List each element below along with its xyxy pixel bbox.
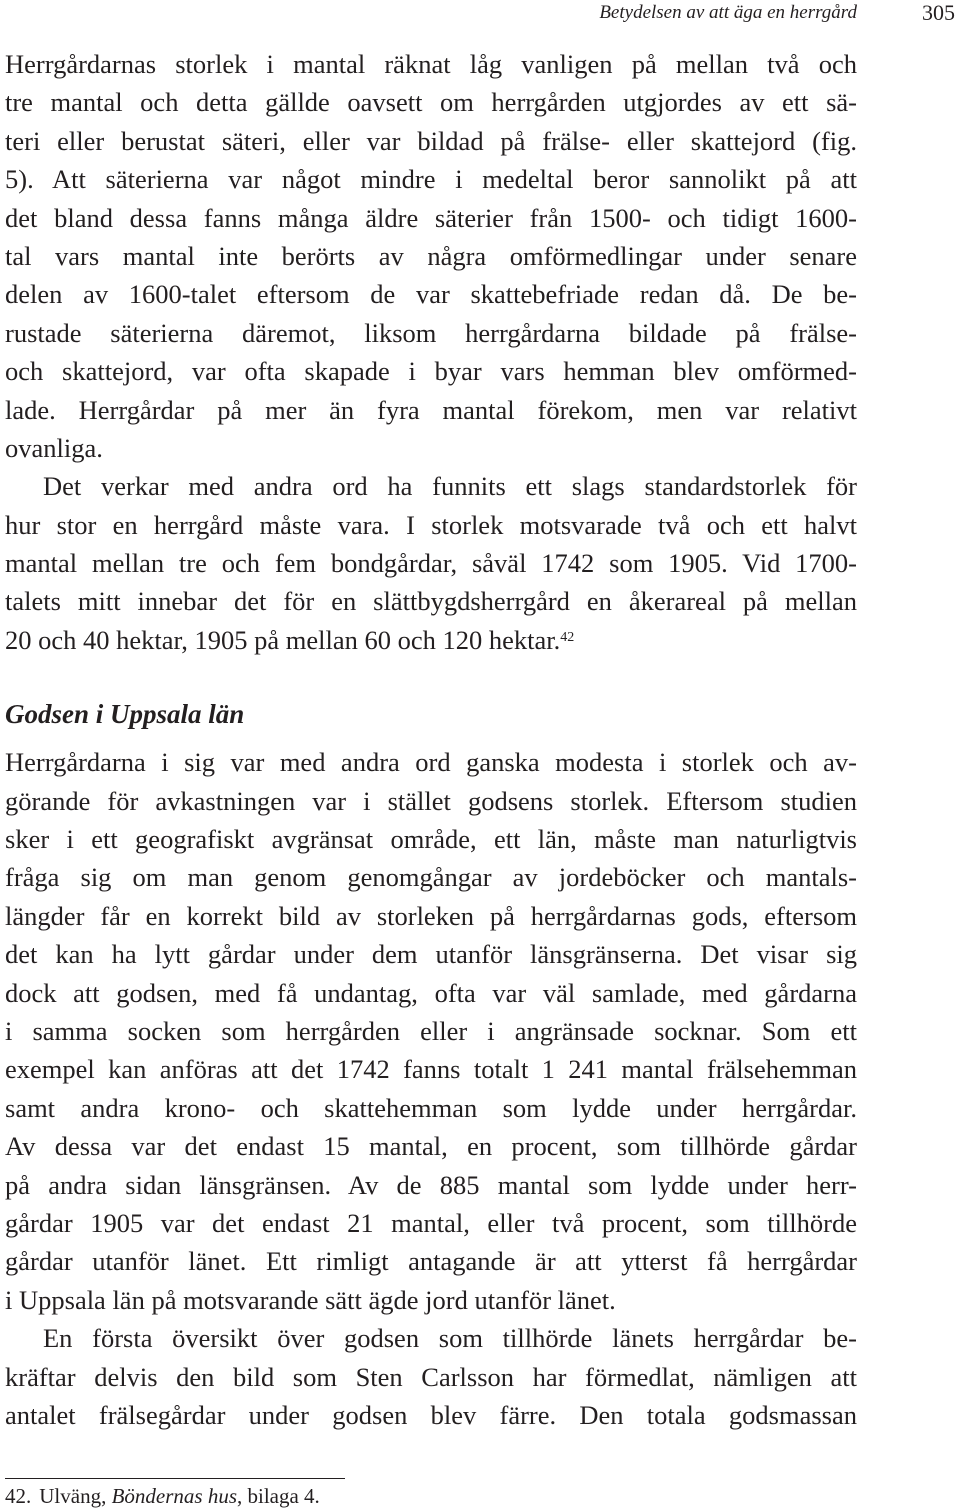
- text-line: lade. Herrgårdar på mer än fyra mantal förekom, men var relativt: [5, 394, 857, 425]
- paragraph-estates-uppsala: [5, 743, 857, 1319]
- text-line: kräftar delvis den bild som Sten Carlsson har förmedlat, nämligen att: [5, 1361, 857, 1392]
- text-line: sker i ett geografiskt avgränsat område, ett län, måste man naturligtvis: [5, 824, 857, 855]
- footnote-title: Böndernas hus: [111, 1484, 237, 1508]
- text-line: och skattejord, var ofta skapade i byar vars hemman blev omförmed-: [5, 356, 857, 387]
- footnote-detail: , bilaga 4.: [237, 1484, 320, 1508]
- text-line: i samma socken som herrgården eller i angränsade socknar. Som ett: [5, 1015, 857, 1046]
- text-line: Herrgårdarnas storlek i mantal räknat låg vanligen på mellan två och: [5, 49, 857, 79]
- text-line: dock att godsen, med få undantag, ofta var väl samlade, med gårdarna: [5, 977, 857, 1008]
- paragraph-standard-size: [5, 467, 857, 659]
- text-line: längder får en korrekt bild av storleken på herrgårdarnas gods, eftersom: [5, 900, 857, 931]
- text-line-with-note: [5, 621, 857, 659]
- text-line: i Uppsala län på motsvarande sätt ägde jord utanför länet.: [5, 1284, 616, 1315]
- text-line-content: 20 och 40 hektar, 1905 på mellan 60 och 120 hektar.: [5, 624, 561, 655]
- text-line: exempel kan anföras att det 1742 fanns totalt 1 241 mantal frälsehemman: [5, 1054, 857, 1085]
- section-heading: Godsen i Uppsala län: [5, 699, 245, 730]
- text-line: gårdar utanför länet. Ett rimligt antagande är att ytterst få herrgårdar: [5, 1246, 857, 1277]
- text-line: rustade säterierna däremot, liksom herrgårdarna bildade på frälse-: [5, 317, 857, 348]
- running-head-title: Betydelsen av att äga en herrgård: [599, 2, 857, 23]
- text-line: tre mantal och detta gällde oavsett om herrgården utgjordes av ett sä-: [5, 87, 857, 118]
- text-line: ovanliga.: [5, 432, 103, 463]
- text-line: hur stor en herrgård måste vara. I storlek motsvarade två och ett halvt: [5, 509, 857, 540]
- text-line: det bland dessa fanns många äldre säterier från 1500- och tidigt 1600-: [5, 202, 857, 233]
- text-line: antalet frälsegårdar under godsen blev färre. Den totala godsmassan: [5, 1399, 857, 1430]
- text-line: tal vars mantal inte berörts av några omförmedlingar under senare: [5, 240, 857, 271]
- text-line: mantal mellan tre och fem bondgårdar, såväl 1742 som 1905. Vid 1700-: [5, 548, 857, 579]
- text-line: på andra sidan länsgränsen. Av de 885 mantal som lydde under herr-: [5, 1169, 857, 1200]
- text-line: fråga sig om man genom genomgångar av jordeböcker och mantals-: [5, 862, 857, 893]
- text-line: 5). Att säterierna var något mindre i medeltal beror sannolikt på att: [5, 164, 857, 195]
- body-text: [5, 45, 857, 1434]
- footnote-reference[interactable]: 42: [560, 629, 575, 645]
- text-line: teri eller berustat säteri, eller var bildad på frälse- eller skattejord (fig.: [5, 125, 857, 156]
- paragraph-mantal-size: [5, 45, 857, 467]
- text-line: görande för avkastningen var i stället godsens storlek. Eftersom studien: [5, 785, 857, 816]
- text-line: Herrgårdarna i sig var med andra ord ganska modesta i storlek och av-: [5, 747, 857, 778]
- text-line: gårdar 1905 var det endast 21 mantal, eller två procent, som tillhörde: [5, 1207, 857, 1238]
- text-line: Det verkar med andra ord ha funnits ett slags standardstorlek för: [43, 471, 857, 502]
- text-line: talets mitt innebar det för en slättbygdsherrgård en åkerareal på mellan: [5, 586, 857, 617]
- paragraph-overview: [5, 1319, 857, 1434]
- text-line: En första översikt över godsen som tillhörde länets herrgårdar be-: [43, 1323, 857, 1354]
- footnote-number: 42.: [5, 1484, 32, 1508]
- text-line: det kan ha lytt gårdar under dem utanför länsgränserna. Det visar sig: [5, 939, 857, 970]
- page-number: 305: [922, 0, 955, 25]
- footnote-author: Ulväng,: [39, 1484, 107, 1508]
- text-line: samt andra krono- och skattehemman som lydde under herrgårdar.: [5, 1092, 857, 1123]
- text-line: Av dessa var det endast 15 mantal, en procent, som tillhörde gårdar: [5, 1131, 857, 1162]
- footnote: [5, 1483, 320, 1509]
- running-head: [0, 0, 960, 30]
- footnote-divider: [5, 1478, 345, 1479]
- text-line: delen av 1600-talet eftersom de var skattebefriade redan då. De be-: [5, 279, 857, 310]
